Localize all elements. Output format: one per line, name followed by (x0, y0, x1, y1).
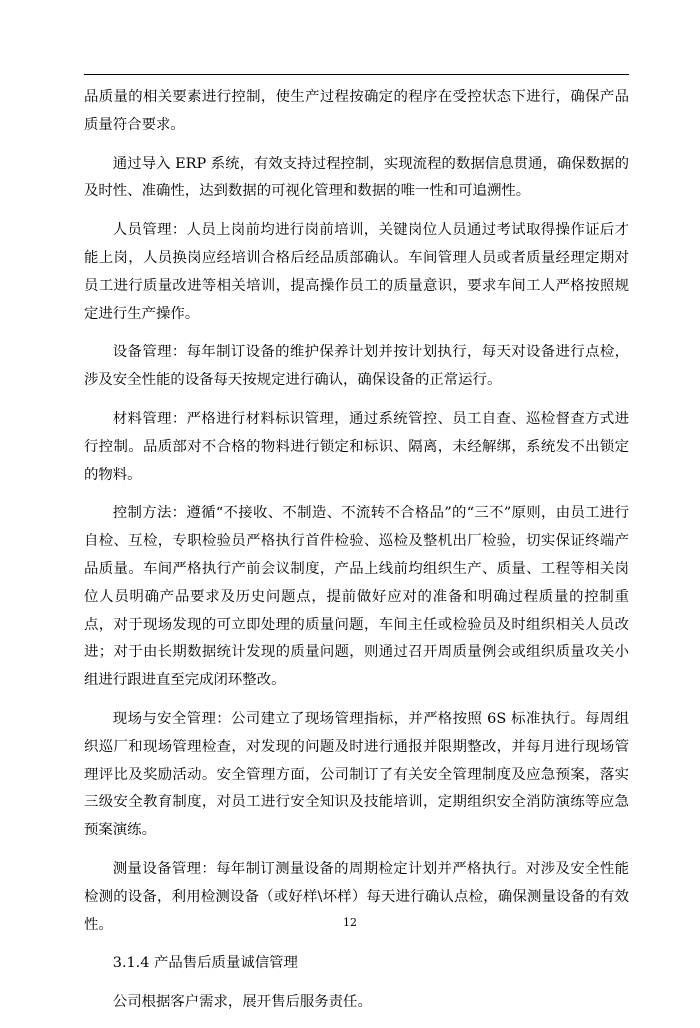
paragraph-after-sales: 公司根据客户需求，展开售后服务责任。 (112, 994, 372, 1011)
paragraph-control-methods: 控制方法：遵循“不接收、不制造、不流转不合格品”的“三不”原则，由员工进行自检、互检，专职检验员严格执行首件检验、巡检及整机出厂检验，切实保证终端产品质量。车间严格执行产前会议制度，产品上线前均组织生产、质量、工程等相关岗位人员明确产品要求及历史问题点，提前做好应对的准备和明确过程质量的控制重点，对于现场发现的可立即处理的质量问题，车间主任或检验员及时组织相关人员改进；对于由长期数据统计发现的质量问题，则通过召开周质量例会或组织质量攻关小组进行跟进直至完成闭环整改。 (84, 505, 629, 689)
page-number: 12 (343, 916, 357, 929)
section-heading: 3.1.4 产品售后质量诚信管理 (112, 955, 298, 972)
paragraph-erp: 通过导入 ERP 系统，有效支持过程控制，实现流程的数据信息贯通，确保数据的及时性、准确性，达到数据的可视化管理和数据的唯一性和可追溯性。 (84, 155, 629, 200)
paragraph-equipment: 设备管理：每年制订设备的维护保养计划并按计划执行，每天对设备进行点检，涉及安全性能的设备每天按规定进行确认，确保设备的正常运行。 (84, 344, 629, 389)
header-rule (84, 74, 629, 75)
paragraph-site-safety: 现场与安全管理：公司建立了现场管理指标，并严格按照 6S 标准执行。每周组织巡厂和现场管理检查，对发现的问题及时进行通报并限期整改，并每月进行现场管理评比及奖励活动。安全管理方面，公司制订了有关安全管理制度及应急预案，落实三级安全教育制度，对员工进行安全知识及技能培训，定期组织安全消防演练等应急预案演练。 (84, 710, 629, 839)
paragraph-personnel: 人员管理：人员上岗前均进行岗前培训，关键岗位人员通过考试取得操作证后才能上岗，人员换岗应经培训合格后经品质部确认。车间管理人员或者质量经理定期对员工进行质量改进等相关培训，提高操作员工的质量意识，要求车间工人严格按照规定进行生产操作。 (84, 222, 629, 322)
paragraph-continuation: 品质量的相关要素进行控制，使生产过程按确定的程序在受控状态下进行，确保产品质量符合要求。 (84, 89, 629, 133)
document-body (84, 84, 629, 1028)
paragraph-measurement: 测量设备管理：每年制订测量设备的周期检定计划并严格执行。对涉及安全性能检测的设备，利用检测设备（或好样\坏样）每天进行确认点检，确保测量设备的有效性。 (84, 860, 629, 933)
paragraph-materials: 材料管理：严格进行材料标识管理，通过系统管控、员工自查、巡检督查方式进行控制。品质部对不合格的物料进行锁定和标识、隔离，未经解绑，系统发不出锁定的物料。 (84, 410, 629, 483)
